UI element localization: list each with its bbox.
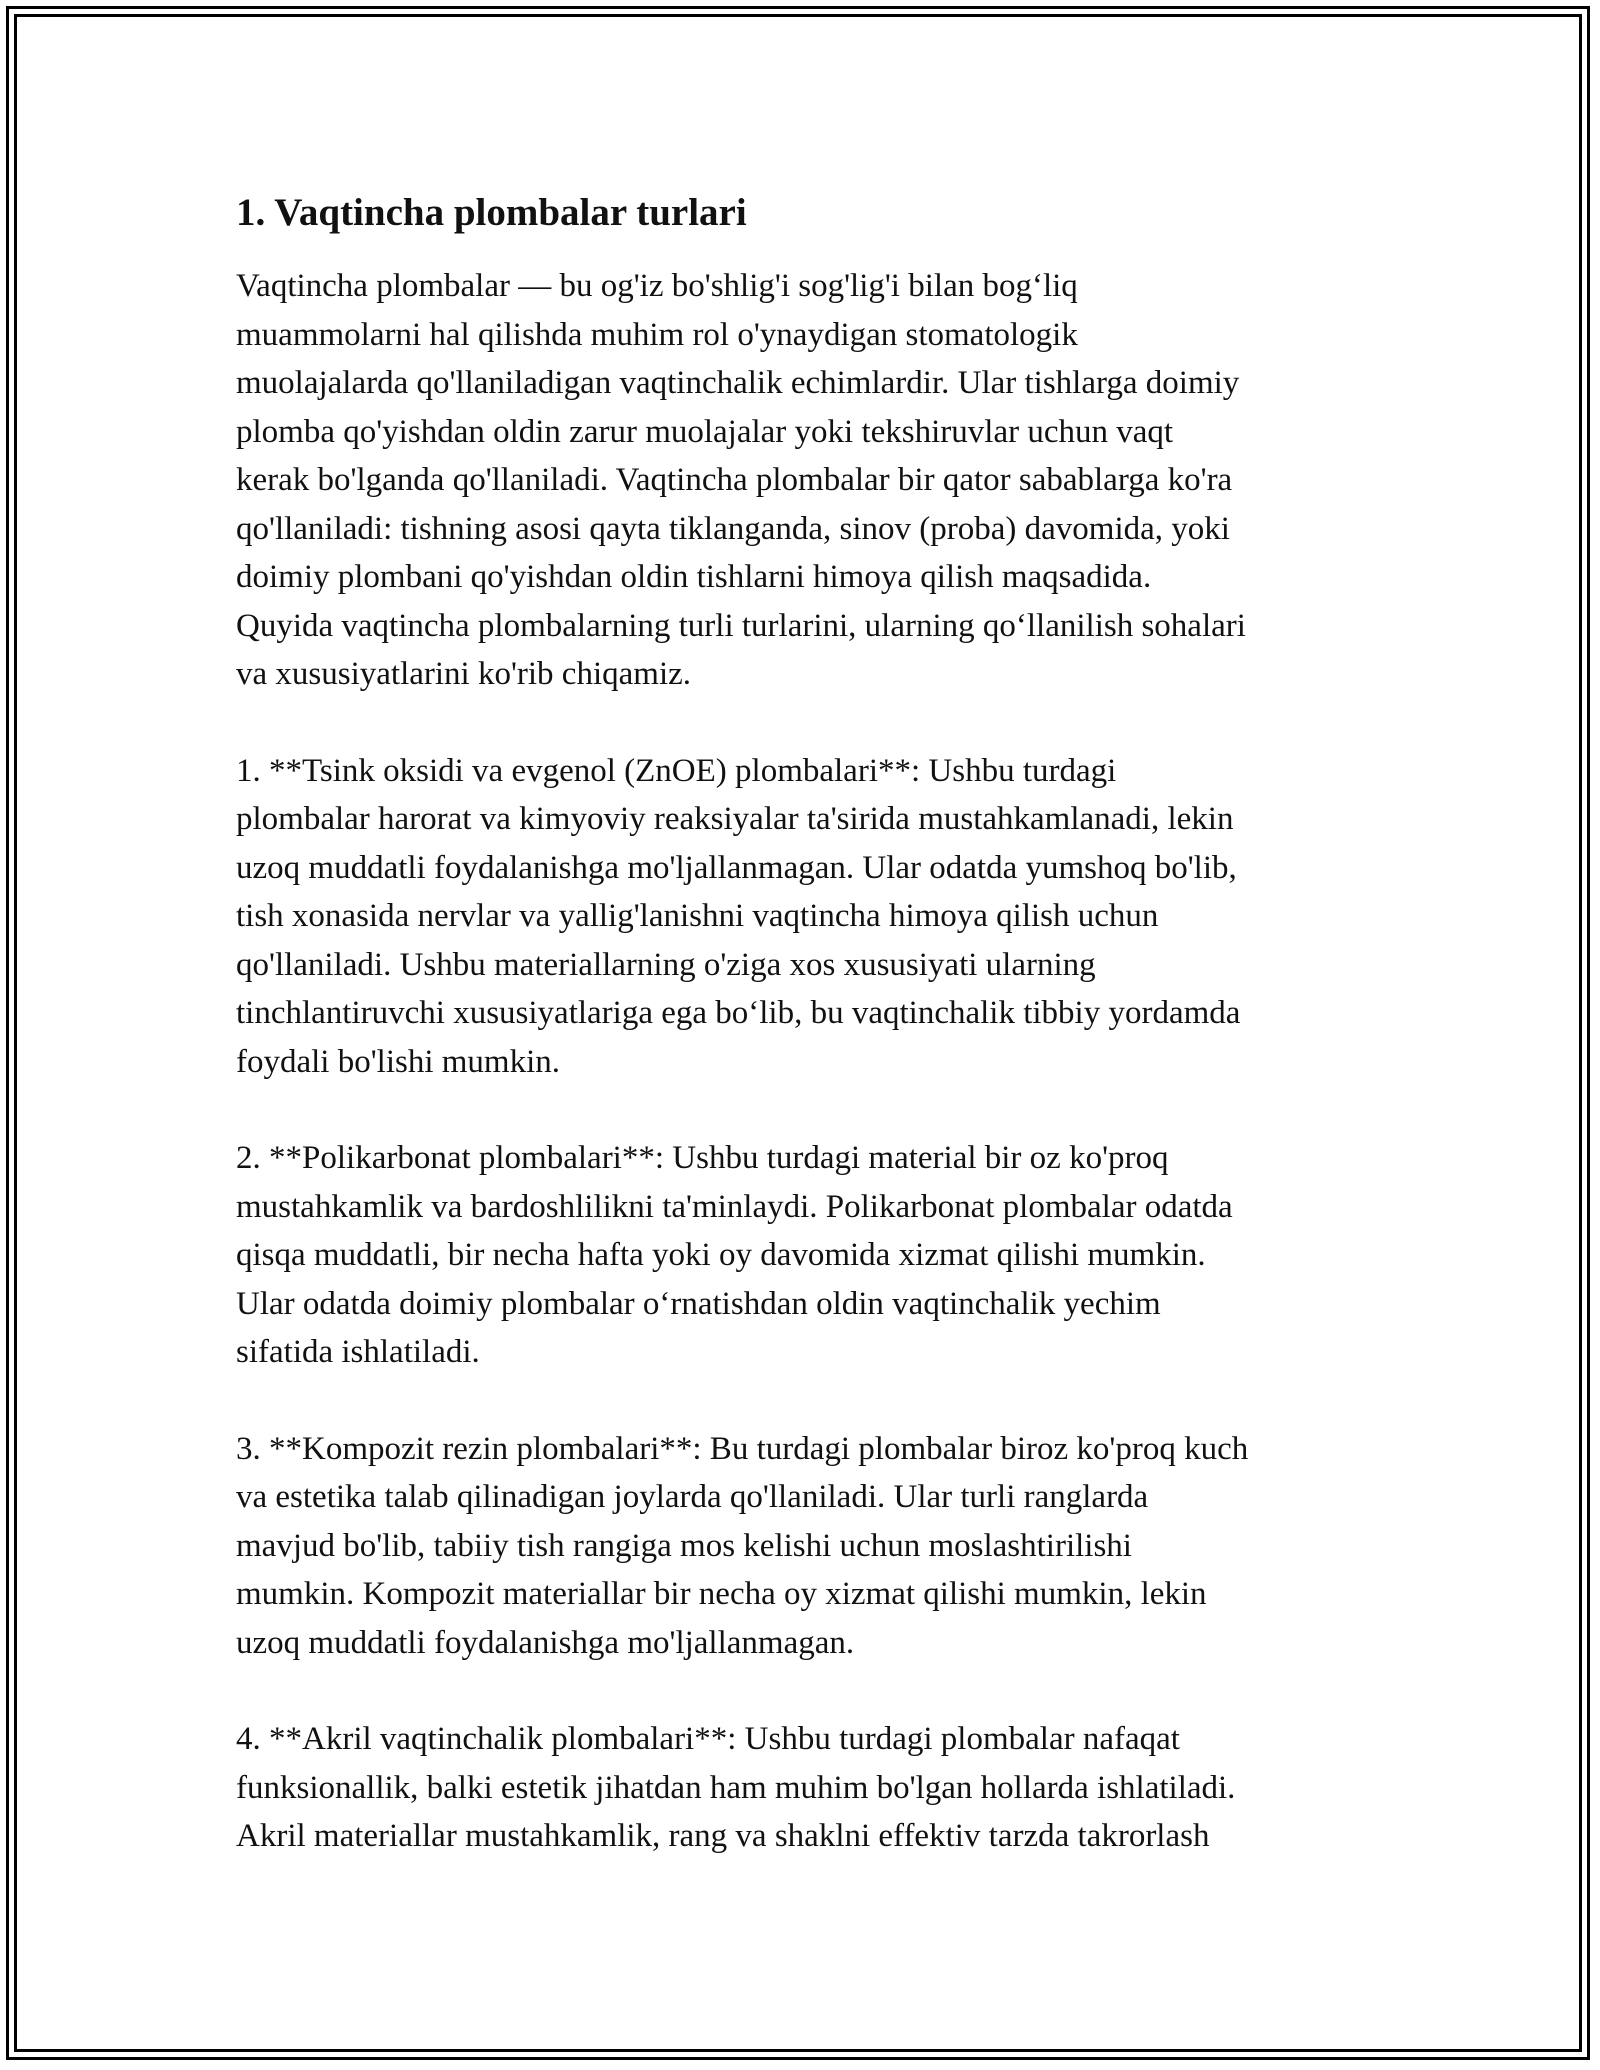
paragraph xyxy=(236,747,1376,1087)
text-line: 4. **Akril vaqtinchalik plombalari**: Ushbu turdagi plombalar nafaqat xyxy=(236,1721,1180,1757)
text-line: mustahkamlik va bardoshlilikni ta'minlaydi. Polikarbonat plombalar odatda xyxy=(236,1188,1233,1225)
text-line: uzoq muddatli foydalanishga mo'ljallanmagan. Ular odatda yumshoq bo'lib, xyxy=(236,849,1237,886)
text-line: qisqa muddatli, bir necha hafta yoki oy davomida xizmat qilishi mumkin. xyxy=(236,1237,1206,1273)
text-line: uzoq muddatli foydalanishga mo'ljallanmagan. xyxy=(236,1624,855,1661)
text-line: qo'llaniladi. Ushbu materiallarning o'ziga xos xususiyati ularning xyxy=(236,946,1096,983)
text-line: doimiy plombani qo'yishdan oldin tishlarni himoya qilish maqsadida. xyxy=(236,559,1152,595)
text-line: tinchlantiruvchi xususiyatlariga ega bo‘lib, bu vaqtinchalik tibbiy yordamda xyxy=(236,995,1241,1031)
text-line: tish xonasida nervlar va yallig'lanishni vaqtincha himoya qilish uchun xyxy=(236,898,1159,934)
paragraph xyxy=(236,262,1376,699)
text-line: sifatida ishlatiladi. xyxy=(236,1334,480,1370)
text-line: foydali bo'lishi mumkin. xyxy=(236,1043,561,1080)
text-line: muolajalarda qo'llaniladigan vaqtinchalik echimlardir. Ular tishlarga doimiy xyxy=(236,365,1240,401)
text-line: funksionallik, balki estetik jihatdan ham muhim bo'lgan hollarda ishlatiladi. xyxy=(236,1769,1236,1806)
text-line: mavjud bo'lib, tabiiy tish rangiga mos kelishi uchun moslashtirilishi xyxy=(236,1527,1132,1564)
text-line: qo'llaniladi: tishning asosi qayta tiklanganda, sinov (proba) davomida, yoki xyxy=(236,510,1230,547)
document-body xyxy=(236,188,1376,1861)
page-title: 1. Vaqtincha plombalar turlari xyxy=(236,191,747,234)
text-line: plombalar harorat va kimyoviy reaksiyalar ta'sirida mustahkamlanadi, lekin xyxy=(236,801,1234,837)
text-line: Akril materiallar mustahkamlik, rang va shaklni effektiv tarzda takrorlash xyxy=(236,1818,1210,1854)
text-line: plomba qo'yishdan oldin zarur muolajalar yoki tekshiruvlar uchun vaqt xyxy=(236,413,1174,450)
paragraph xyxy=(236,1134,1376,1377)
paragraph-list xyxy=(236,262,1376,1861)
text-line: Ular odatda doimiy plombalar o‘rnatishdan oldin vaqtinchalik yechim xyxy=(236,1285,1161,1322)
text-line: 1. **Tsink oksidi va evgenol (ZnOE) plombalari**: Ushbu turdagi xyxy=(236,752,1117,789)
text-line: 2. **Polikarbonat plombalari**: Ushbu turdagi material bir oz ko'proq xyxy=(236,1140,1169,1176)
paragraph xyxy=(236,1425,1376,1668)
text-line: va xususiyatlarini ko'rib chiqamiz. xyxy=(236,656,692,692)
text-line: Vaqtincha plombalar — bu og'iz bo'shlig'i sog'lig'i bilan bog‘liq xyxy=(236,268,1078,304)
text-line: Quyida vaqtincha plombalarning turli turlarini, ularning qo‘llanilish sohalari xyxy=(236,607,1246,644)
text-line: mumkin. Kompozit materiallar bir necha oy xizmat qilishi mumkin, lekin xyxy=(236,1576,1207,1612)
text-line: 3. **Kompozit rezin plombalari**: Bu turdagi plombalar biroz ko'proq kuch xyxy=(236,1430,1249,1467)
text-line: muammolarni hal qilishda muhim rol o'ynaydigan stomatologik xyxy=(236,316,1078,353)
paragraph xyxy=(236,1715,1376,1861)
text-line: kerak bo'lganda qo'llaniladi. Vaqtincha plombalar bir qator sabablarga ko'ra xyxy=(236,462,1233,498)
text-line: va estetika talab qilinadigan joylarda qo'llaniladi. Ular turli ranglarda xyxy=(236,1479,1149,1515)
